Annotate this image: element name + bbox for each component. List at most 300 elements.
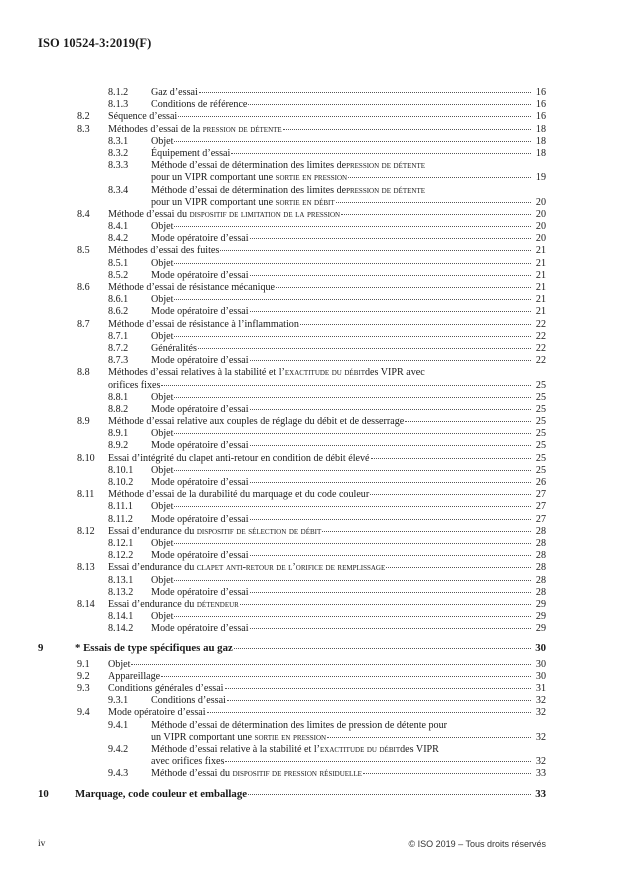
toc-entry[interactable] [0,136,620,148]
toc-entry-text-segment: Mode opératoire d’essai [151,269,249,281]
toc-entry-title [151,501,532,513]
dot-leader [327,737,531,738]
toc-entry-text-segment: Objet [151,257,174,269]
toc-entry-title [75,642,532,654]
toc-entry[interactable] [0,428,620,440]
toc-entry-text-segment: Essai d’endurance du [108,562,197,574]
toc-entry-lead-line [0,720,620,732]
toc-entry[interactable] [0,732,620,744]
toc-entry-page: 32 [535,695,546,707]
toc-entry-title [151,440,532,452]
copyright-notice: © ISO 2019 – Tous droits réservés [408,839,546,849]
toc-entry-text-segment: Mode opératoire d’essai [151,403,249,415]
toc-entry-page: 30 [535,670,546,682]
toc-entry-page: 18 [535,147,546,159]
toc-entry-text-segment: pour un VIPR comportant une [151,196,276,208]
toc-entry-text-segment: pression de détente [346,160,426,172]
toc-entry-number: 8.12.2 [108,550,134,562]
toc-entry-title [108,367,425,379]
toc-entry[interactable] [0,756,620,768]
toc-entry-page: 21 [535,269,546,281]
toc-entry-title [108,526,532,538]
toc-entry-title [151,355,532,367]
toc-entry-text-segment: Objet [151,391,174,403]
toc-entry[interactable] [0,562,620,574]
toc-entry-page: 28 [535,537,546,549]
toc-entry-number: 8.7.1 [108,330,129,342]
toc-entry-number: 8.10 [77,452,95,464]
toc-entry-number: 9.3.1 [108,695,129,707]
toc-entry-number: 8.4.1 [108,221,129,233]
toc-entry-page: 21 [535,306,546,318]
toc-entry-page: 26 [535,477,546,488]
dot-leader [161,385,531,386]
toc-entry-title [151,99,532,111]
toc-entry[interactable] [0,209,620,221]
toc-entry[interactable] [0,599,620,611]
toc-entry-text-segment: sortie en pression [275,172,348,184]
toc-entry-page: 20 [535,221,546,233]
toc-entry-text-segment: Objet [108,658,131,670]
toc-entry[interactable] [0,306,620,318]
toc-entry[interactable] [0,270,620,282]
toc-entry-title [151,575,532,587]
toc-entry-page: 16 [535,111,546,123]
toc-entry-page: 16 [535,99,546,111]
toc-entry-text-segment: Méthode d’essai de résistance mécanique [108,282,276,293]
toc-entry-page: 29 [535,623,546,635]
toc-entry-title [108,489,532,501]
toc-entry[interactable] [0,197,620,209]
dot-leader [250,238,531,239]
dot-leader [161,676,531,677]
toc-entry-text-segment: exactitude du débit [320,743,401,755]
toc-entry-title [151,87,532,99]
toc-entry-text-segment: Mode opératoire d’essai [151,586,249,598]
dot-leader [370,494,531,495]
toc-entry-number: 8.14 [77,598,95,610]
toc-entry-number: 8.12 [77,525,95,537]
toc-entry-title [151,768,532,780]
toc-entry-page: 28 [535,574,546,586]
toc-entry-title [108,124,532,136]
toc-entry-text-segment: Mode opératoire d’essai [151,306,249,318]
toc-entry-title [151,148,532,160]
toc-entry-page: 25 [535,428,546,440]
toc-entry-number: 8.6.2 [108,306,129,318]
toc-entry[interactable] [0,550,620,562]
dot-leader [178,116,531,117]
dot-leader [336,202,531,203]
toc-entry-text-segment: Objet [151,221,174,233]
toc-entry-page: 25 [535,440,546,452]
toc-entry-title [108,416,532,428]
toc-entry-page: 32 [535,731,546,743]
toc-entry[interactable] [0,392,620,404]
toc-entry-title [151,428,532,440]
toc-entry[interactable] [0,695,620,707]
toc-entry-number: 9.4.1 [108,719,129,731]
dot-leader [300,324,531,325]
toc-entry-page: 20 [535,208,546,220]
toc-entry-title [151,404,532,416]
toc-entry[interactable] [0,319,620,331]
toc-entry-number: 8.12.1 [108,537,134,549]
toc-entry-number: 8.10.2 [108,477,134,488]
toc-entry[interactable] [0,707,620,719]
toc-entry[interactable] [0,380,620,392]
toc-entry-text-segment: avec orifices fixes [151,756,225,768]
toc-entry-title [151,623,532,635]
toc-entry-number: 8.14.1 [108,611,134,623]
toc-entry-text-segment: sortie en pression [254,731,327,743]
toc-entry[interactable] [0,453,620,465]
toc-entry-page: 19 [535,172,546,184]
table-of-contents [0,87,620,804]
toc-entry-page: 22 [535,355,546,367]
toc-entry-page: 21 [535,294,546,306]
toc-entry-number: 8.5.1 [108,257,129,269]
dot-leader [341,214,531,215]
toc-entry[interactable] [0,465,620,477]
toc-entry-page: 32 [535,756,546,768]
toc-entry[interactable] [0,659,620,671]
dot-leader [234,648,531,649]
toc-entry[interactable] [0,221,620,233]
toc-entry-title [151,294,532,306]
toc-entry-page: 20 [535,196,546,208]
toc-entry-page: 27 [535,501,546,513]
toc-entry-text-segment: Objet [151,428,174,440]
toc-entry-text-segment: Objet [151,574,174,586]
toc-entry-title [108,599,532,611]
toc-entry[interactable] [0,587,620,599]
toc-entry-number: 8.9.2 [108,440,129,452]
toc-entry-page: 28 [535,586,546,598]
toc-entry-text-segment: Appareillage [108,670,161,682]
toc-entry-number: 8.9 [77,416,90,428]
toc-entry[interactable] [0,623,620,635]
toc-entry-title [151,756,532,768]
toc-entry-page: 29 [535,598,546,610]
toc-entry-page: 20 [535,233,546,245]
dot-leader [227,700,531,701]
toc-entry[interactable] [0,788,620,800]
toc-entry[interactable] [0,489,620,501]
toc-entry-page: 29 [535,611,546,623]
toc-entry-page: 16 [535,87,546,98]
toc-entry-text-segment: Méthode d’essai du [151,768,233,780]
dot-leader [174,141,531,142]
toc-entry-title [151,258,532,270]
toc-entry-page: 22 [535,318,546,330]
toc-entry-number: 8.1.3 [108,99,129,111]
toc-entry-number: 9.3 [77,683,90,694]
toc-entry-number: 8.11 [77,489,95,501]
toc-entry-page: 33 [535,768,546,780]
toc-entry-text-segment: dispositif de pression résiduelle [232,768,362,780]
toc-entry-text-segment: Objet [151,537,174,549]
toc-entry[interactable] [0,99,620,111]
toc-entry[interactable] [0,416,620,428]
toc-entry-text-segment: dispositif de limitation de la pression [189,208,341,220]
toc-entry-page: 33 [535,787,546,800]
toc-entry-text-segment: Objet [151,135,174,147]
toc-entry-text-segment: des VIPR avec [364,367,425,379]
toc-entry[interactable] [0,514,620,526]
dot-leader [276,287,531,288]
toc-entry-title [151,695,532,707]
toc-entry-lead-line [0,160,620,172]
dot-leader [250,311,531,312]
toc-entry-text-segment: Conditions de référence [151,99,248,111]
toc-entry-page: 21 [535,282,546,293]
toc-entry-title [151,306,532,318]
dot-leader [174,616,531,617]
toc-entry[interactable] [0,294,620,306]
toc-entry-text-segment: Gaz d’essai [151,87,198,98]
toc-entry-page: 25 [535,464,546,476]
toc-entry-lead-line [0,185,620,197]
toc-entry-page: 31 [535,683,546,694]
toc-entry-page: 18 [535,135,546,147]
toc-entry-title [108,111,532,123]
toc-entry[interactable] [0,282,620,294]
dot-leader [250,445,531,446]
dot-leader [174,506,531,507]
dot-leader [348,177,531,178]
toc-entry-number: 8.3.1 [108,135,129,147]
toc-entry-title [151,233,532,245]
toc-entry-text-segment: Objet [151,294,174,306]
toc-entry[interactable] [0,477,620,489]
toc-entry-page: 30 [535,642,546,655]
dot-leader [250,360,531,361]
toc-entry[interactable] [0,501,620,513]
toc-entry-number: 8.14.2 [108,623,134,635]
toc-entry-title [108,707,532,719]
dot-leader [199,92,531,93]
toc-entry-text-segment: orifices fixes [108,379,161,391]
toc-entry-title [151,343,532,355]
toc-entry-title [108,659,532,671]
toc-entry-text-segment: un VIPR comportant une [151,731,255,743]
toc-entry-text-segment: Méthodes d’essai de la [108,123,203,135]
toc-entry[interactable] [0,575,620,587]
dot-leader [207,712,531,713]
dot-leader [131,664,531,665]
toc-entry-text-segment: des VIPR [400,743,439,755]
toc-entry-page: 27 [535,513,546,525]
toc-entry-text-segment: sortie en débit [275,196,335,208]
toc-entry-number: 8.7 [77,318,90,330]
dot-leader [231,153,531,154]
toc-entry-page: 27 [535,489,546,501]
toc-entry-text-segment: Séquence d’essai [108,111,178,123]
toc-entry-title [108,380,532,392]
toc-entry-number: 8.1.2 [108,87,129,98]
toc-entry[interactable] [0,87,620,99]
toc-entry-text-segment: Méthode d’essai de détermination des limites de [151,160,347,172]
toc-entry-text-segment: * Essais de type spécifiques au gaz [75,642,233,655]
toc-entry-number: 8.3.3 [108,160,129,172]
toc-entry-text-segment: Méthode d’essai du [108,208,190,220]
toc-entry[interactable] [0,343,620,355]
toc-entry[interactable] [0,148,620,160]
toc-entry-title [151,270,532,282]
toc-entry-title [151,160,425,172]
toc-entry-page: 25 [535,416,546,428]
toc-entry-number: 8.13.2 [108,586,134,598]
toc-entry[interactable] [0,331,620,343]
toc-entry-number: 8.3 [77,123,90,135]
toc-entry[interactable] [0,683,620,695]
toc-entry-number: 8.2 [77,111,90,123]
toc-entry[interactable] [0,355,620,367]
toc-entry[interactable] [0,611,620,623]
toc-entry-number: 8.13.1 [108,574,134,586]
toc-entry-title [151,744,439,756]
toc-entry-text-segment: Conditions générales d’essai [108,683,224,694]
toc-entry-page: 25 [535,379,546,391]
dot-leader [250,409,531,410]
toc-entry[interactable] [0,671,620,683]
dot-leader [174,226,531,227]
toc-entry-number: 8.9.1 [108,428,129,440]
dot-leader [174,299,531,300]
toc-entry-number: 9.1 [77,658,90,670]
dot-leader [198,348,531,349]
toc-entry-page: 21 [535,245,546,257]
toc-entry[interactable] [0,172,620,184]
dot-leader [248,794,531,795]
toc-entry-title [108,319,532,331]
toc-entry-text-segment: Méthode d’essai de détermination des limites de pression de détente pour [151,719,448,731]
dot-leader [250,275,531,276]
toc-entry-number: 8.5.2 [108,269,129,281]
toc-entry-title [151,538,532,550]
toc-entry-text-segment: Généralités [151,342,197,354]
toc-entry-title [151,477,532,489]
dot-leader [386,567,531,568]
toc-entry-text-segment: Mode opératoire d’essai [151,623,249,635]
toc-entry-page: 22 [535,342,546,354]
toc-entry[interactable] [0,526,620,538]
toc-entry-text-segment: Mode opératoire d’essai [151,477,249,488]
toc-entry[interactable] [0,124,620,136]
toc-entry-number: 9 [38,642,44,655]
dot-leader [248,104,531,105]
toc-entry-text-segment: Équipement d’essai [151,147,231,159]
dot-leader [322,531,531,532]
toc-entry-text-segment: Mode opératoire d’essai [151,355,249,367]
toc-entry-number: 8.7.2 [108,342,129,354]
toc-entry-text-segment: Méthodes d’essai relatives à la stabilité et l’ [108,367,285,379]
toc-entry-title [151,221,532,233]
toc-entry-page: 25 [535,452,546,464]
toc-entry-number: 8.11.2 [108,513,133,525]
toc-entry-number: 9.4.2 [108,743,129,755]
toc-entry[interactable] [0,245,620,257]
toc-entry[interactable] [0,440,620,452]
document-header: ISO 10524-3:2019(F) [38,36,152,50]
toc-entry-number: 8.6.1 [108,294,129,306]
toc-entry-text-segment: dispositif de sélection de débit [196,525,322,537]
toc-entry[interactable] [0,768,620,780]
toc-entry-text-segment: Méthode d’essai relative aux couples de réglage du débit et de desserrage [108,416,405,428]
toc-entry-text-segment: pour un VIPR comportant une [151,172,276,184]
toc-entry-text-segment: Mode opératoire d’essai [151,440,249,452]
toc-entry-title [151,172,532,184]
toc-entry-text-segment: Objet [151,330,174,342]
toc-entry-text-segment: Mode opératoire d’essai [108,707,206,719]
dot-leader [240,604,531,605]
toc-entry-text-segment: Objet [151,464,174,476]
toc-entry-text-segment: Mode opératoire d’essai [151,513,249,525]
toc-entry-text-segment: Essai d’endurance du [108,598,197,610]
toc-entry[interactable] [0,538,620,550]
toc-entry-number: 8.6 [77,282,90,293]
toc-entry-title [151,732,532,744]
toc-entry-number: 9.4 [77,707,90,719]
toc-entry-number: 10 [38,787,49,800]
toc-entry-page: 28 [535,562,546,574]
dot-leader [405,421,531,422]
toc-entry-page: 25 [535,403,546,415]
dot-leader [174,263,531,264]
toc-entry-text-segment: Méthode d’essai de résistance à l’inflammation [108,318,299,330]
dot-leader [225,761,531,762]
toc-entry-title [151,197,532,209]
toc-entry-number: 8.8.1 [108,391,129,403]
toc-entry-text-segment: Méthode d’essai de détermination des limites de [151,184,347,196]
dot-leader [250,519,531,520]
toc-entry-number: 8.10.1 [108,464,134,476]
toc-entry[interactable] [0,233,620,245]
toc-entry-title [108,209,532,221]
toc-entry-number: 8.4 [77,208,90,220]
toc-entry[interactable] [0,111,620,123]
toc-entry-text-segment: Mode opératoire d’essai [151,550,249,562]
dot-leader [371,458,531,459]
toc-entry-page: 28 [535,550,546,562]
toc-entry-title [151,136,532,148]
toc-entry-page: 30 [535,658,546,670]
toc-entry-title [151,185,425,197]
toc-entry-text-segment: Objet [151,611,174,623]
toc-entry-number: 8.11.1 [108,501,133,513]
dot-leader [250,628,531,629]
toc-entry-text-segment: Essai d’intégrité du clapet anti-retour en condition de débit élevé [108,452,370,464]
toc-entry-text-segment: pression de détente [346,184,426,196]
dot-leader [174,433,531,434]
dot-leader [220,250,531,251]
dot-leader [174,336,531,337]
toc-entry[interactable] [0,404,620,416]
dot-leader [250,482,531,483]
toc-entry-text-segment: Essai d’endurance du [108,525,197,537]
toc-entry[interactable] [0,258,620,270]
dot-leader [250,555,531,556]
toc-entry[interactable] [0,642,620,654]
toc-entry-title [151,465,532,477]
toc-entry-title [108,683,532,695]
toc-entry-title [108,282,532,294]
toc-entry-title [151,720,447,732]
toc-entry-title [108,245,532,257]
toc-entry-number: 8.7.3 [108,355,129,367]
toc-entry-text-segment: exactitude du débit [284,367,365,379]
